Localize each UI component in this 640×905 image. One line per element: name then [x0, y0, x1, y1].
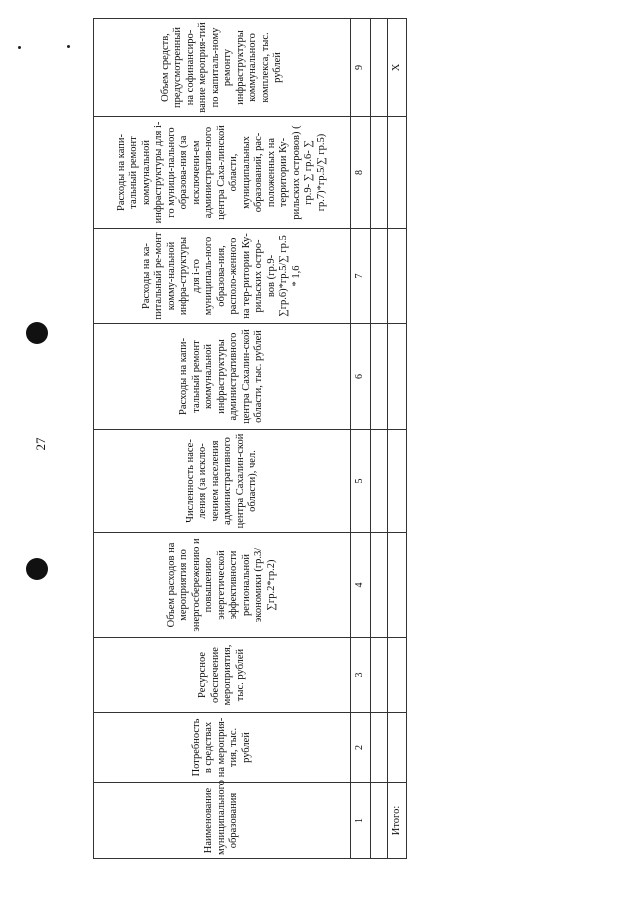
punch-hole-bottom [26, 558, 48, 580]
table-cell [371, 324, 388, 430]
column-number: 2 [351, 713, 371, 783]
allocation-table [93, 18, 407, 859]
header-cell-population: Численность насе-ления (за исклю-чением населения административного центра Сахалин-ской области), чел. [94, 430, 351, 533]
header-cell-need: Потребность в средствах на мероприя-тия, тыс. рублей [94, 713, 351, 783]
header-cell-municipality: Наименование муниципального образования [94, 783, 351, 859]
table-cell [371, 430, 388, 533]
header-cell-kuril-repair: Расходы на ка-питальный ре-монт комму-нальной инфра-структуры для i-го муниципаль-ного образова-ния, располо-женного на тер-ритории Ку-рильских остро-вов (гр.9-∑гр.6)*гр.5/∑ гр.5 * 1,6 [94, 229, 351, 324]
header-cell-municipal-repair: Расходы на капи-тальный ремонт коммунальной инфраструктуры для i-го муници-пального образова-ния (за исключени-ем административ-ного центра Саха-линской области, муниципальных образований, рас-положенных на территории Ку-рильских островов) ( гр.9- ∑ гр.6- ∑ гр.7)*гр.5/∑ гр.5) [94, 117, 351, 229]
column-number: 9 [351, 19, 371, 117]
header-cell-resources: Ресурсное обеспечение мероприятия, тыс. рублей [94, 638, 351, 713]
column-number: 4 [351, 533, 371, 638]
column-number: 6 [351, 324, 371, 430]
total-cell [388, 713, 407, 783]
table-cell [371, 229, 388, 324]
table-cell [371, 533, 388, 638]
header-cell-admin-center-repair: Расходы на капи-тальный ремонт коммунальной инфраструктуры административного центра Сахалин-ской области, тыс. рублей [94, 324, 351, 430]
column-number: 7 [351, 229, 371, 324]
column-number: 1 [351, 783, 371, 859]
header-cell-energy-expenses: Объем расходов на мероприятия по энергосбережению и повышению энергетической эффективности региональной экономики (гр.3/∑гр.2*гр.2) [94, 533, 351, 638]
total-cell [388, 638, 407, 713]
total-label: Итого: [388, 783, 407, 859]
table-cell [371, 19, 388, 117]
column-number: 5 [351, 430, 371, 533]
total-cell [388, 533, 407, 638]
blank-data-row [371, 19, 388, 859]
total-cell [388, 324, 407, 430]
table-cell [371, 783, 388, 859]
total-row [388, 19, 407, 859]
column-number-row [351, 19, 371, 859]
table-cell [371, 117, 388, 229]
column-number: 8 [351, 117, 371, 229]
table-cell [371, 713, 388, 783]
rotated-table-frame [93, 19, 402, 859]
table-header-row [94, 19, 351, 859]
table-wrapper [93, 19, 402, 859]
total-cell [388, 117, 407, 229]
column-number: 3 [351, 638, 371, 713]
total-cell-cofinancing: X [388, 19, 407, 117]
total-cell [388, 229, 407, 324]
scan-speck [18, 46, 21, 49]
scan-speck [67, 45, 70, 48]
punch-hole-top [26, 322, 48, 344]
page-number: 27 [33, 437, 48, 451]
total-cell [388, 430, 407, 533]
header-cell-cofinancing: Объем средств, предусмотренный на софинансиро-вание мероприя-тий по капиталь-ному ремонту инфраструктуры коммунального комплекса, тыс. рублей [94, 19, 351, 117]
table-cell [371, 638, 388, 713]
